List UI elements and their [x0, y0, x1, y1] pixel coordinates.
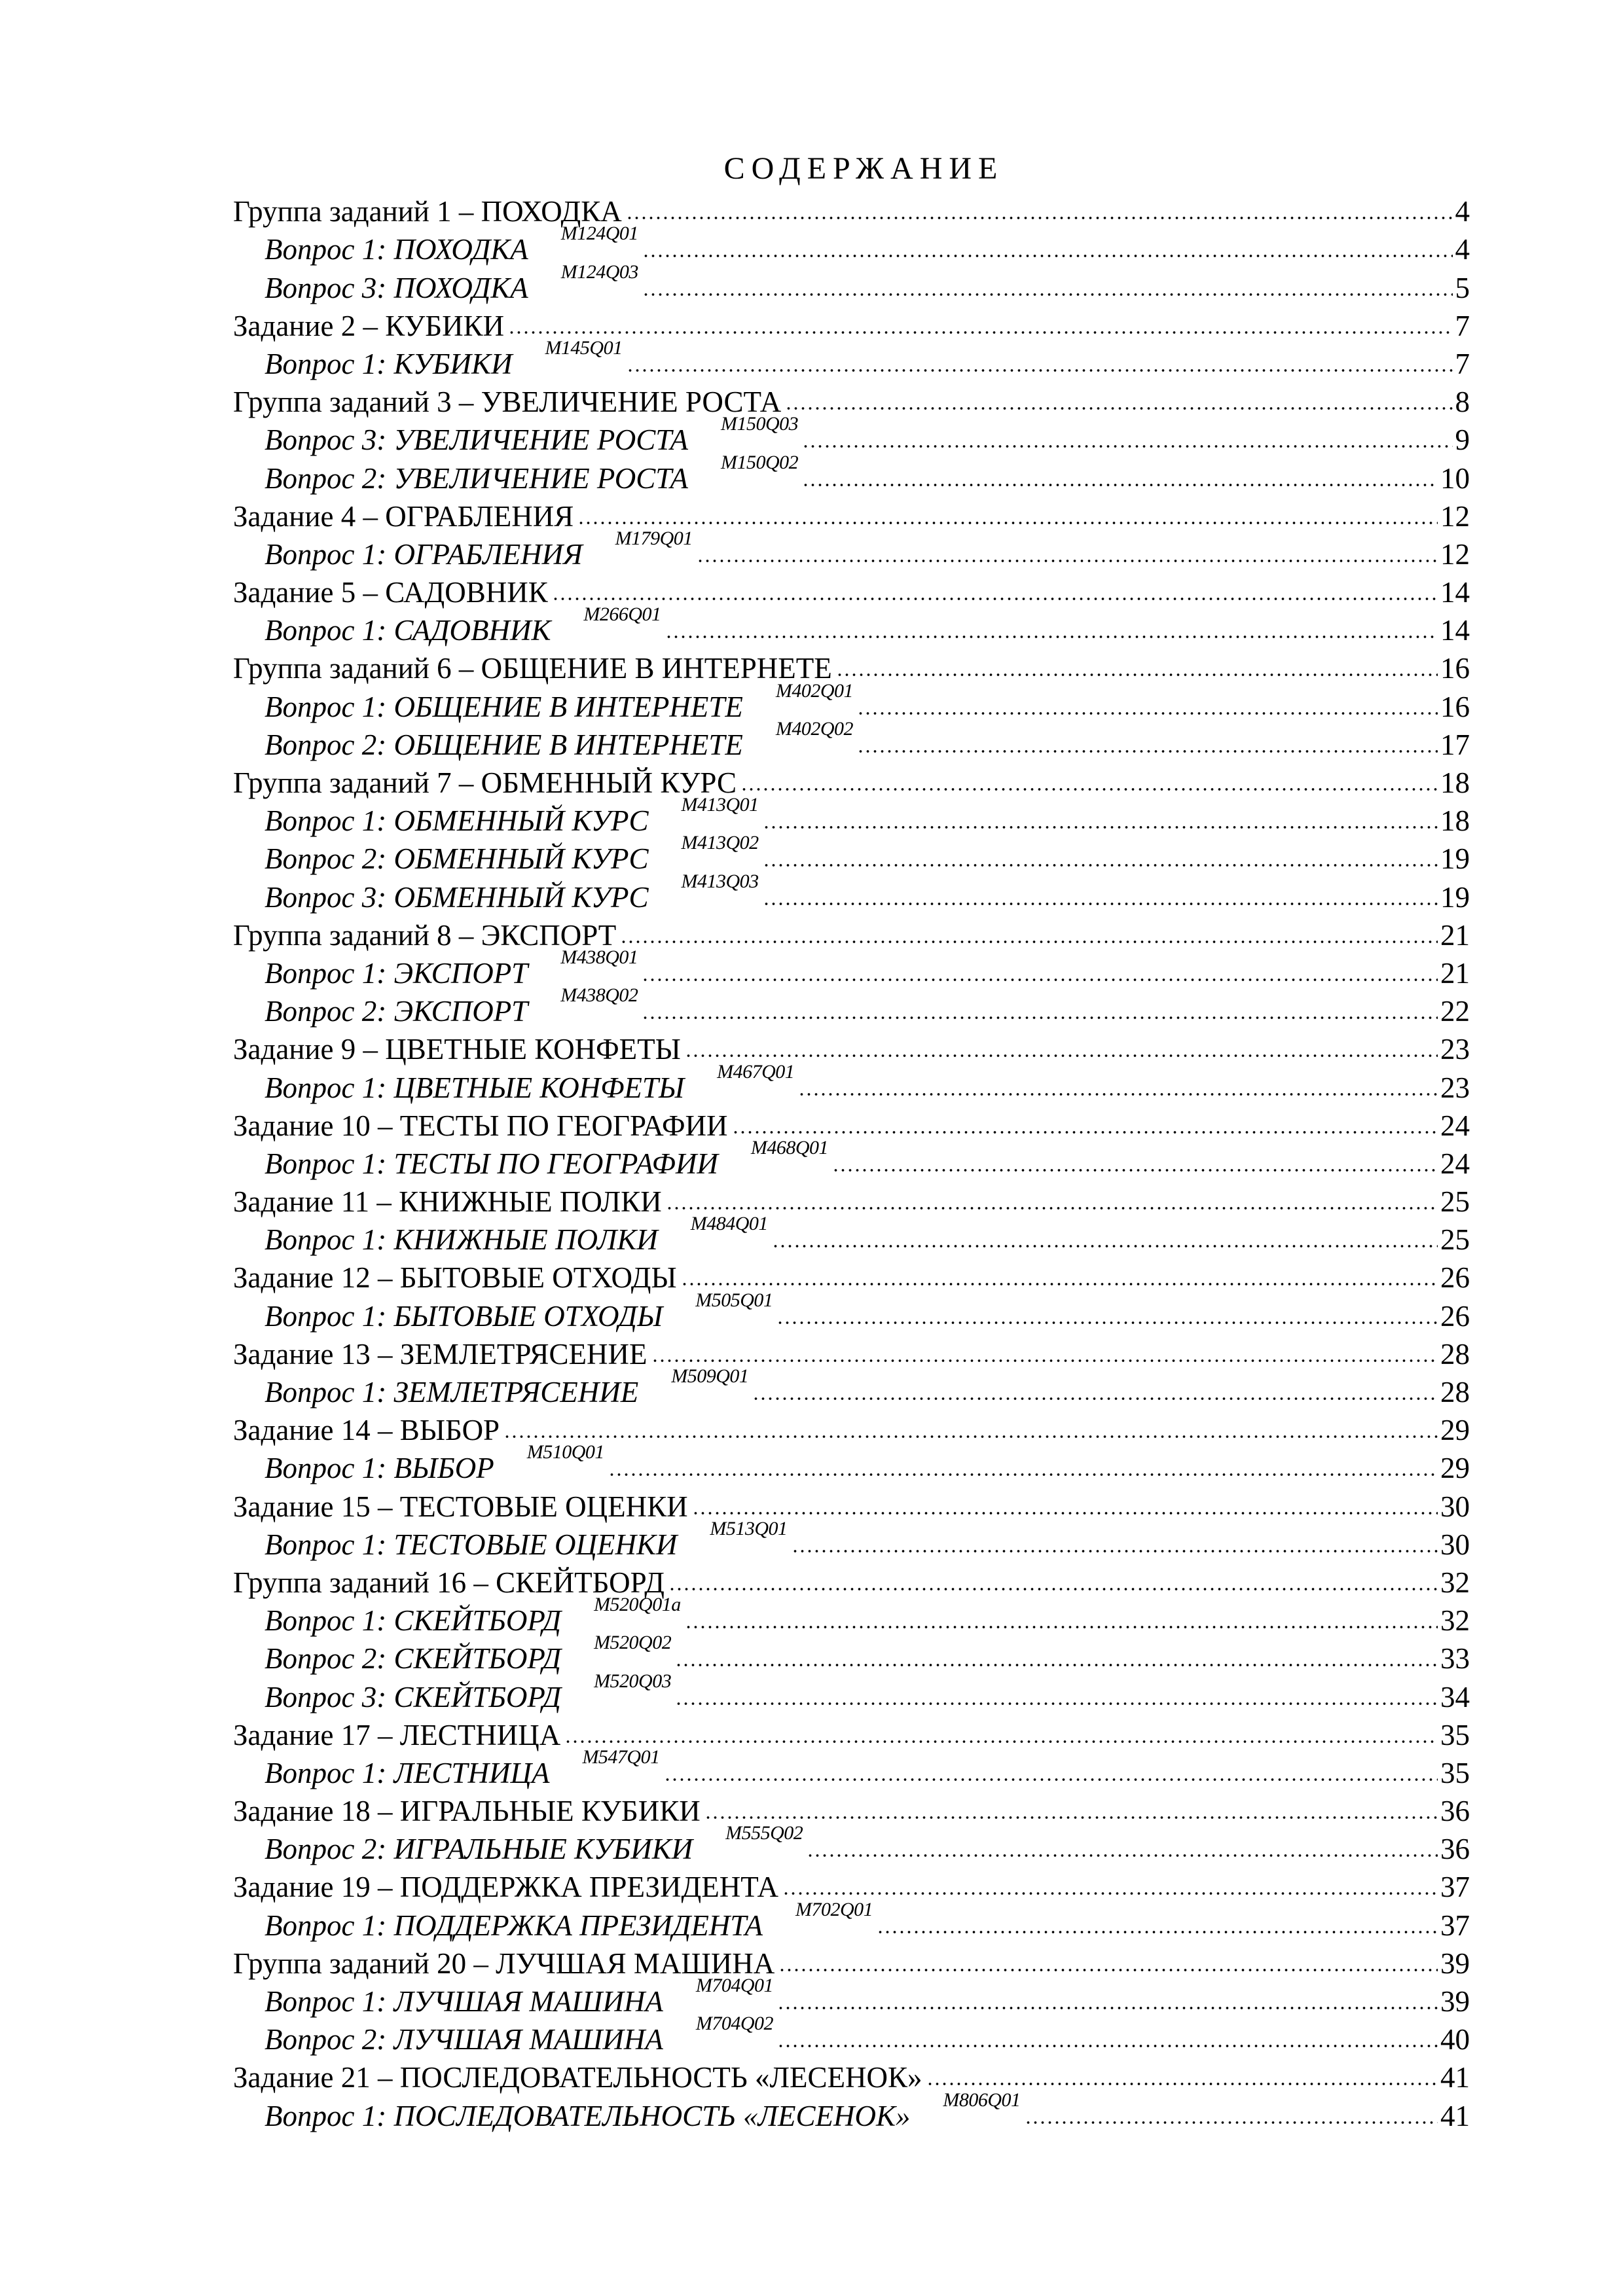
- toc-entry-title: Задание 5 – САДОВНИК: [233, 576, 548, 609]
- toc-entry-page-number: 25: [1440, 1223, 1470, 1257]
- dot-leader: [777, 2041, 1438, 2051]
- toc-entry-page-number: 9: [1455, 423, 1470, 457]
- toc-entry-code: M520Q03: [594, 1670, 672, 1692]
- toc-task-entry[interactable]: [233, 762, 1470, 800]
- toc-entry-title: Вопрос 1: ОБЩЕНИЕ В ИНТЕРНЕТЕ: [264, 690, 743, 723]
- toc-entry-page-number: 23: [1440, 1033, 1470, 1066]
- toc-entry-page-number: 10: [1440, 461, 1470, 495]
- toc-entry-title: Группа заданий 20 – ЛУЧШАЯ МАШИНА: [233, 1946, 775, 1980]
- toc-entry-code: M124Q03: [560, 260, 638, 283]
- toc-entry-code: M513Q01: [710, 1517, 788, 1539]
- toc-question-entry[interactable]: [233, 223, 1470, 267]
- toc-entry-title: Вопрос 1: КНИЖНЫЕ ПОЛКИ: [264, 1223, 658, 1257]
- toc-question-entry[interactable]: [233, 1594, 1470, 1638]
- toc-question-entry[interactable]: [233, 1975, 1470, 2019]
- dot-leader: [832, 1166, 1438, 1175]
- toc-entry-page-number: 5: [1455, 271, 1470, 304]
- toc-entry-page-number: 35: [1440, 1718, 1470, 1751]
- toc-entry-code: M402Q01: [775, 679, 854, 702]
- toc-entry-title: Вопрос 3: СКЕЙТБОРД: [264, 1680, 562, 1713]
- dot-leader: [642, 975, 1438, 984]
- toc-task-entry[interactable]: [233, 2057, 1470, 2095]
- toc-entry-code: M266Q01: [583, 603, 661, 626]
- toc-entry-code: M438Q01: [560, 946, 638, 968]
- toc-question-entry[interactable]: [233, 832, 1470, 876]
- toc-entry-page-number: 22: [1440, 995, 1470, 1028]
- toc-task-entry[interactable]: [233, 1486, 1470, 1524]
- toc-entry-title: Задание 4 – ОГРАБЛЕНИЯ: [233, 499, 574, 533]
- dot-leader: [620, 937, 1438, 946]
- toc-entry-title: Вопрос 1: ЭКСПОРТ: [264, 956, 528, 990]
- dot-leader: [692, 1509, 1438, 1518]
- dot-leader: [877, 1928, 1438, 1937]
- toc-entry-code: M505Q01: [695, 1289, 773, 1311]
- dot-leader: [802, 480, 1438, 490]
- toc-entry-title: Вопрос 2: УВЕЛИЧЕНИЕ РОСТА: [264, 461, 688, 495]
- dot-leader: [740, 785, 1438, 794]
- toc-entry-page-number: 28: [1440, 1376, 1470, 1408]
- toc-list: [233, 191, 1470, 2134]
- toc-entry-page-number: 7: [1455, 309, 1470, 342]
- dot-leader: [642, 251, 1453, 260]
- toc-question-entry[interactable]: [233, 1898, 1470, 1943]
- toc-entry-title: Задание 18 – ИГРАЛЬНЫЕ КУБИКИ: [233, 1795, 701, 1828]
- toc-entry-page-number: 26: [1440, 1261, 1470, 1295]
- dot-leader: [1025, 2118, 1438, 2127]
- toc-task-entry[interactable]: [233, 1943, 1470, 1981]
- toc-entry-page-number: 12: [1440, 499, 1470, 533]
- dot-leader: [668, 1585, 1438, 1594]
- toc-question-entry[interactable]: [233, 1441, 1470, 1486]
- toc-question-entry[interactable]: [233, 1822, 1470, 1867]
- toc-entry-page-number: 29: [1440, 1452, 1470, 1485]
- dot-leader: [685, 1051, 1438, 1060]
- toc-task-entry[interactable]: [233, 191, 1470, 229]
- dot-leader: [763, 899, 1438, 908]
- dot-leader: [665, 632, 1438, 641]
- toc-entry-page-number: 37: [1440, 1871, 1470, 1904]
- toc-question-entry[interactable]: [233, 1060, 1470, 1105]
- dot-leader: [697, 556, 1438, 565]
- toc-task-entry[interactable]: [233, 1715, 1470, 1753]
- dot-leader: [642, 1013, 1438, 1022]
- toc-entry-code: M438Q02: [560, 984, 638, 1007]
- toc-entry-page-number: 24: [1440, 1147, 1470, 1180]
- toc-entry-title: Задание 9 – ЦВЕТНЫЕ КОНФЕТЫ: [233, 1033, 681, 1066]
- dot-leader: [681, 1280, 1438, 1289]
- dot-leader: [772, 1242, 1438, 1251]
- toc-question-entry[interactable]: [233, 984, 1470, 1029]
- toc-entry-code: M806Q01: [943, 2089, 1021, 2111]
- toc-entry-title: Задание 13 – ЗЕМЛЕТРЯСЕНИЕ: [233, 1337, 647, 1371]
- toc-entry-title: Группа заданий 6 – ОБЩЕНИЕ В ИНТЕРНЕТЕ: [233, 652, 832, 685]
- dot-leader: [777, 2003, 1438, 2013]
- toc-question-entry[interactable]: [233, 1213, 1470, 1257]
- toc-entry-page-number: 17: [1440, 728, 1470, 761]
- dot-leader: [608, 1470, 1438, 1479]
- toc-entry-page-number: 36: [1440, 1833, 1470, 1866]
- dot-leader: [577, 518, 1438, 528]
- toc-entry-code: M509Q01: [671, 1365, 749, 1387]
- toc-entry-page-number: 19: [1440, 880, 1470, 914]
- dot-leader: [685, 1623, 1438, 1632]
- toc-entry-title: Вопрос 1: САДОВНИК: [264, 614, 551, 647]
- toc-task-entry[interactable]: [233, 1257, 1470, 1295]
- toc-task-entry[interactable]: [233, 1181, 1470, 1219]
- toc-entry-code: M484Q01: [690, 1213, 768, 1235]
- toc-entry-title: Задание 12 – БЫТОВЫЕ ОТХОДЫ: [233, 1261, 677, 1295]
- toc-question-entry[interactable]: [233, 946, 1470, 991]
- toc-entry-page-number: 28: [1440, 1337, 1470, 1371]
- toc-task-entry[interactable]: [233, 306, 1470, 344]
- toc-entry-code: M413Q03: [681, 870, 759, 892]
- toc-task-entry[interactable]: [233, 1562, 1470, 1600]
- toc-entry-title: Группа заданий 1 – ПОХОДКА: [233, 195, 622, 228]
- toc-entry-page-number: 4: [1455, 195, 1470, 228]
- toc-entry-title: Вопрос 1: ПОСЛЕДОВАТЕЛЬНОСТЬ «ЛЕСЕНОК»: [264, 2099, 911, 2132]
- toc-entry-page-number: 40: [1440, 2023, 1470, 2056]
- dot-leader: [792, 1547, 1438, 1556]
- toc-task-entry[interactable]: [233, 1410, 1470, 1448]
- toc-entry-title: Вопрос 2: ЛУЧШАЯ МАШИНА: [264, 2023, 663, 2056]
- toc-entry-code: M704Q01: [695, 1975, 773, 1996]
- toc-entry-page-number: 33: [1440, 1642, 1470, 1676]
- toc-question-entry[interactable]: [233, 336, 1470, 382]
- toc-entry-title: Задание 11 – КНИЖНЫЕ ПОЛКИ: [233, 1185, 662, 1219]
- dot-leader: [664, 1775, 1438, 1784]
- toc-entry-code: M402Q02: [775, 717, 854, 740]
- dot-leader: [763, 861, 1438, 870]
- toc-entry-code: M124Q01: [560, 223, 638, 245]
- toc-question-entry[interactable]: [233, 1365, 1470, 1410]
- toc-entry-page-number: 25: [1440, 1185, 1470, 1219]
- toc-entry-page-number: 32: [1440, 1566, 1470, 1599]
- toc-question-entry[interactable]: [233, 1136, 1470, 1181]
- toc-entry-page-number: 30: [1440, 1490, 1470, 1523]
- toc-question-entry[interactable]: [233, 413, 1470, 457]
- toc-entry-page-number: 41: [1440, 2099, 1470, 2132]
- toc-task-entry[interactable]: [233, 915, 1470, 953]
- dot-leader: [666, 1204, 1438, 1213]
- toc-entry-page-number: 12: [1440, 537, 1470, 571]
- toc-entry-page-number: 26: [1440, 1299, 1470, 1333]
- toc-question-entry[interactable]: [233, 870, 1470, 914]
- toc-task-entry[interactable]: [233, 1105, 1470, 1143]
- toc-entry-code: M555Q02: [725, 1822, 803, 1844]
- toc-entry-page-number: 29: [1440, 1414, 1470, 1447]
- toc-entry-title: Вопрос 2: ИГРАЛЬНЫЕ КУБИКИ: [264, 1833, 693, 1866]
- toc-entry-title: Задание 2 – КУБИКИ: [233, 309, 505, 342]
- toc-entry-page-number: 14: [1440, 576, 1470, 609]
- toc-entry-title: Задание 21 – ПОСЛЕДОВАТЕЛЬНОСТЬ «ЛЕСЕНОК»: [233, 2061, 922, 2094]
- toc-question-entry[interactable]: [233, 2013, 1470, 2057]
- toc-entry-code: M467Q01: [717, 1060, 795, 1083]
- dot-leader: [776, 1318, 1438, 1327]
- dot-leader: [802, 442, 1452, 451]
- toc-entry-page-number: 19: [1440, 842, 1470, 876]
- toc-entry-code: M413Q01: [681, 794, 759, 816]
- toc-entry-title: Вопрос 1: ТЕСТЫ ПО ГЕОГРАФИИ: [264, 1147, 718, 1180]
- toc-question-entry[interactable]: [233, 794, 1470, 838]
- dot-leader: [651, 1356, 1438, 1365]
- dot-leader: [564, 1737, 1438, 1746]
- toc-entry-code: M413Q02: [681, 832, 759, 854]
- toc-entry-page-number: 24: [1440, 1109, 1470, 1142]
- dot-leader: [626, 213, 1453, 223]
- toc-entry-title: Вопрос 1: СКЕЙТБОРД: [264, 1604, 562, 1638]
- toc-entry-title: Вопрос 1: ПОДДЕРЖКА ПРЕЗИДЕНТА: [264, 1909, 763, 1942]
- toc-entry-title: Группа заданий 3 – УВЕЛИЧЕНИЕ РОСТА: [233, 386, 782, 419]
- toc-entry-page-number: 14: [1440, 614, 1470, 647]
- dot-leader: [704, 1813, 1438, 1822]
- toc-entry-page-number: 37: [1440, 1909, 1470, 1942]
- toc-question-entry[interactable]: [233, 527, 1470, 572]
- toc-question-entry[interactable]: [233, 260, 1470, 305]
- toc-entry-title: Группа заданий 7 – ОБМЕННЫЙ КУРС: [233, 766, 737, 799]
- toc-question-entry[interactable]: [233, 1746, 1470, 1791]
- toc-entry-code: M702Q01: [795, 1898, 873, 1920]
- toc-entry-title: Вопрос 1: ЛЕСТНИЦА: [264, 1756, 550, 1789]
- toc-entry-title: Вопрос 2: ЭКСПОРТ: [264, 995, 528, 1028]
- toc-task-entry[interactable]: [233, 382, 1470, 420]
- toc-entry-page-number: 16: [1440, 652, 1470, 685]
- toc-entry-title: Задание 10 – ТЕСТЫ ПО ГЕОГРАФИИ: [233, 1109, 728, 1142]
- toc-question-entry[interactable]: [233, 2089, 1470, 2133]
- toc-question-entry[interactable]: [233, 603, 1470, 648]
- toc-entry-title: Задание 15 – ТЕСТОВЫЕ ОЦЕНКИ: [233, 1490, 688, 1523]
- toc-entry-title: Вопрос 1: ТЕСТОВЫЕ ОЦЕНКИ: [264, 1528, 678, 1561]
- toc-entry-title: Задание 17 – ЛЕСТНИЦА: [233, 1718, 561, 1751]
- toc-entry-page-number: 18: [1440, 766, 1470, 799]
- toc-entry-code: M150Q03: [721, 413, 799, 435]
- toc-entry-code: M547Q01: [582, 1746, 660, 1768]
- dot-leader: [552, 594, 1438, 603]
- toc-entry-code: M510Q01: [526, 1441, 604, 1463]
- toc-entry-title: Вопрос 1: ЗЕМЛЕТРЯСЕНИЕ: [264, 1376, 639, 1408]
- dot-leader: [763, 823, 1438, 832]
- toc-question-entry[interactable]: [233, 1289, 1470, 1333]
- dot-leader: [675, 1699, 1438, 1708]
- toc-entry-title: Вопрос 3: УВЕЛИЧЕНИЕ РОСТА: [264, 423, 688, 457]
- toc-entry-title: Задание 19 – ПОДДЕРЖКА ПРЕЗИДЕНТА: [233, 1871, 778, 1904]
- toc-entry-code: M150Q02: [721, 451, 799, 473]
- toc-entry-code: M468Q01: [750, 1136, 828, 1158]
- toc-title: СОДЕРЖАНИЕ: [723, 151, 1004, 186]
- toc-entry-page-number: 30: [1440, 1528, 1470, 1561]
- toc-entry-title: Вопрос 1: ВЫБОР: [264, 1452, 494, 1485]
- toc-entry-title: Задание 14 – ВЫБОР: [233, 1414, 500, 1447]
- dot-leader: [807, 1851, 1438, 1860]
- toc-entry-page-number: 34: [1440, 1680, 1470, 1713]
- toc-entry-title: Вопрос 3: ПОХОДКА: [264, 271, 528, 304]
- dot-leader: [785, 404, 1452, 413]
- toc-question-entry[interactable]: [233, 1632, 1470, 1676]
- toc-task-entry[interactable]: [233, 496, 1470, 534]
- toc-entry-title: Вопрос 2: ОБМЕННЫЙ КУРС: [264, 842, 649, 876]
- toc-entry-code: M520Q02: [594, 1632, 672, 1654]
- toc-entry-page-number: 41: [1440, 2061, 1470, 2094]
- toc-entry-page-number: 39: [1440, 1946, 1470, 1980]
- toc-entry-page-number: 18: [1440, 804, 1470, 838]
- toc-entry-page-number: 21: [1440, 918, 1470, 952]
- toc-entry-title: Вопрос 1: КУБИКИ: [264, 347, 513, 380]
- toc-entry-page-number: 21: [1440, 956, 1470, 990]
- toc-task-entry[interactable]: [233, 572, 1470, 610]
- dot-leader: [857, 747, 1438, 756]
- toc-entry-title: Вопрос 2: СКЕЙТБОРД: [264, 1642, 562, 1676]
- toc-entry-page-number: 8: [1455, 386, 1470, 419]
- dot-leader: [778, 1965, 1438, 1975]
- toc-entry-title: Вопрос 1: БЫТОВЫЕ ОТХОДЫ: [264, 1299, 663, 1333]
- toc-entry-title: Вопрос 1: ОБМЕННЫЙ КУРС: [264, 804, 649, 838]
- toc-question-entry[interactable]: [233, 1517, 1470, 1562]
- toc-entry-page-number: 7: [1455, 347, 1470, 380]
- dot-leader: [857, 709, 1438, 718]
- toc-entry-page-number: 4: [1455, 233, 1470, 266]
- toc-task-entry[interactable]: [233, 1029, 1470, 1067]
- toc-entry-page-number: 32: [1440, 1604, 1470, 1638]
- dot-leader: [508, 328, 1452, 337]
- toc-question-entry[interactable]: [233, 1670, 1470, 1714]
- toc-entry-code: M520Q01a: [594, 1594, 681, 1616]
- toc-entry-code: M145Q01: [545, 336, 623, 359]
- toc-task-entry[interactable]: [233, 1334, 1470, 1372]
- toc-entry-code: M704Q02: [695, 2013, 773, 2035]
- dot-leader: [642, 290, 1453, 299]
- dot-leader: [836, 670, 1438, 679]
- toc-entry-title: Вопрос 1: ОГРАБЛЕНИЯ: [264, 537, 583, 571]
- toc-question-entry[interactable]: [233, 717, 1470, 762]
- toc-task-entry[interactable]: [233, 1791, 1470, 1829]
- dot-leader: [675, 1660, 1438, 1670]
- toc-entry-title: Вопрос 2: ОБЩЕНИЕ В ИНТЕРНЕТЕ: [264, 728, 743, 761]
- dot-leader: [782, 1889, 1438, 1898]
- toc-entry-title: Вопрос 1: ЦВЕТНЫЕ КОНФЕТЫ: [264, 1071, 685, 1104]
- toc-entry-page-number: 39: [1440, 1985, 1470, 2018]
- toc-entry-title: Группа заданий 8 – ЭКСПОРТ: [233, 918, 617, 952]
- dot-leader: [627, 366, 1453, 375]
- toc-entry-page-number: 23: [1440, 1071, 1470, 1104]
- toc-question-entry[interactable]: [233, 451, 1470, 495]
- toc-entry-page-number: 36: [1440, 1795, 1470, 1828]
- toc-entry-title: Группа заданий 16 – СКЕЙТБОРД: [233, 1566, 665, 1599]
- dot-leader: [503, 1432, 1438, 1441]
- dot-leader: [798, 1090, 1438, 1099]
- dot-leader: [752, 1394, 1438, 1403]
- dot-leader: [732, 1128, 1438, 1137]
- toc-entry-page-number: 35: [1440, 1756, 1470, 1789]
- toc-entry-title: Вопрос 3: ОБМЕННЫЙ КУРС: [264, 880, 649, 914]
- toc-entry-title: Вопрос 1: ЛУЧШАЯ МАШИНА: [264, 1985, 663, 2018]
- toc-entry-page-number: 16: [1440, 690, 1470, 723]
- toc-entry-code: M179Q01: [615, 527, 693, 549]
- toc-entry-title: Вопрос 1: ПОХОДКА: [264, 233, 528, 266]
